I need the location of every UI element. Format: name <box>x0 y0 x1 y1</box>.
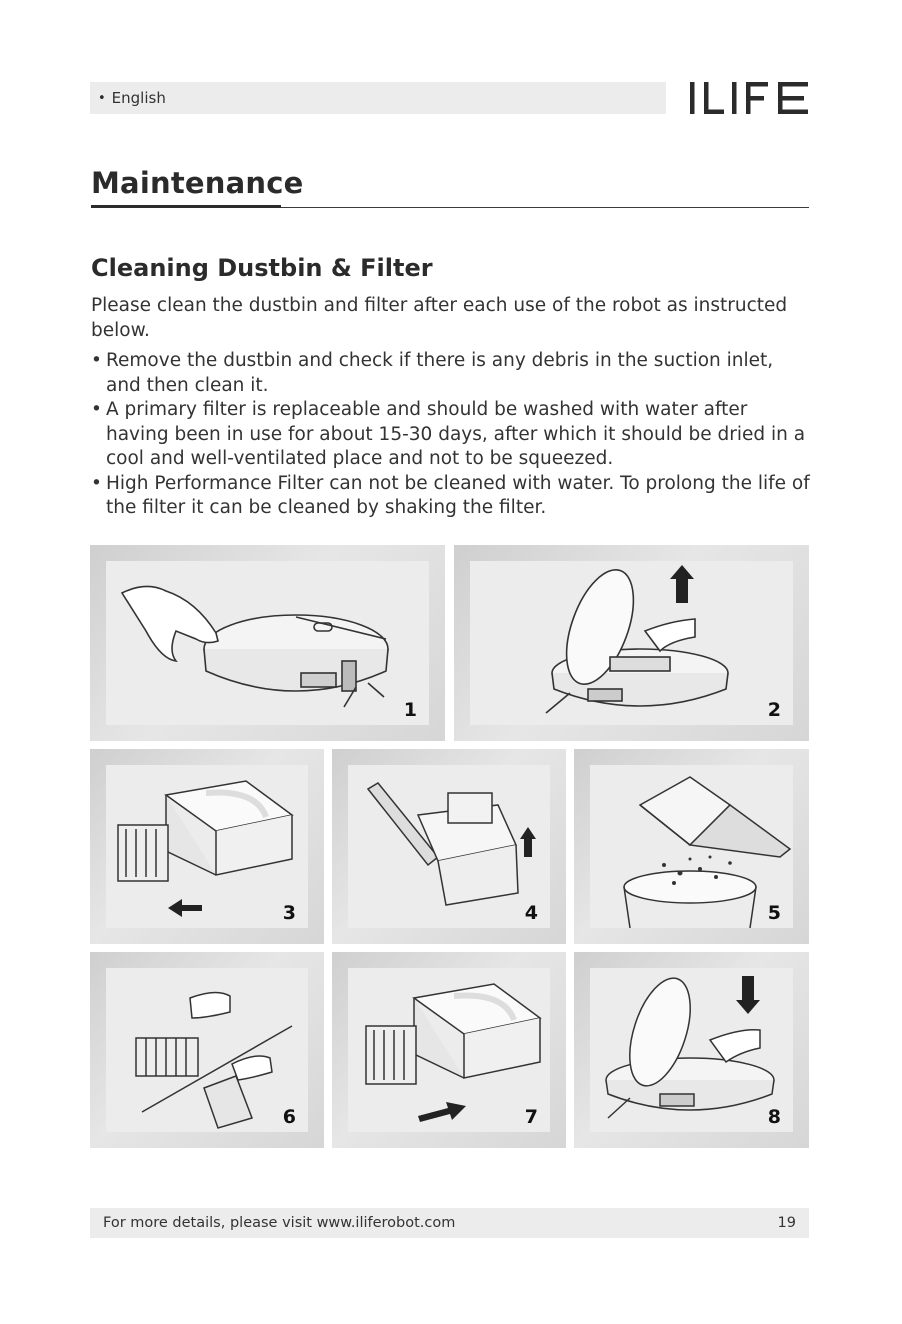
step-number: 1 <box>403 699 417 721</box>
language-bullet: • <box>98 90 106 106</box>
list-bullet: • <box>91 472 102 494</box>
step-number: 2 <box>767 699 781 721</box>
step-number: 7 <box>524 1106 538 1128</box>
step-panel-2 <box>454 545 809 741</box>
brush-clean-icon <box>106 968 308 1132</box>
list-bullet: • <box>91 399 102 420</box>
step-panel-5 <box>574 749 809 944</box>
step-number: 3 <box>282 902 296 924</box>
step-panel-8 <box>574 952 809 1148</box>
list-item <box>91 398 811 472</box>
footer-bar <box>90 1208 809 1238</box>
step-panel-6 <box>90 952 324 1148</box>
lid-open-icon <box>470 561 793 725</box>
page-number: 19 <box>777 1215 796 1231</box>
step-number: 6 <box>282 1106 296 1128</box>
step-panel-1 <box>90 545 445 741</box>
ilife-logo <box>688 78 810 118</box>
language-label: English <box>111 89 166 107</box>
list-bullet: • <box>91 350 102 371</box>
instructions <box>91 294 811 521</box>
list-item <box>91 349 811 398</box>
step-panel-3 <box>90 749 324 944</box>
filter-insert-icon <box>348 968 550 1132</box>
robot-press-icon <box>106 561 429 725</box>
intro-text: Please clean the dustbin and filter after each use of the robot as instructed below. <box>91 295 788 341</box>
list-item-text: High Performance Filter can not be cleaned with water. To prolong the life of the filter it can be cleaned by shaking the filter. <box>106 472 810 518</box>
section-title: Maintenance <box>91 166 304 200</box>
dustbin-open-icon <box>348 765 550 928</box>
dustbin-empty-icon <box>590 765 793 928</box>
step-number: 5 <box>767 902 781 924</box>
step-panel-4 <box>332 749 566 944</box>
step-panel-7 <box>332 952 566 1148</box>
step-number: 4 <box>524 902 538 924</box>
sub-title: Cleaning Dustbin & Filter <box>91 254 433 282</box>
instruction-list <box>91 349 811 521</box>
list-item <box>91 472 811 521</box>
list-item-text: Remove the dustbin and check if there is any debris in the suction inlet, and then clean it. <box>106 350 774 396</box>
title-underline <box>91 205 281 208</box>
filter-remove-icon <box>106 765 308 928</box>
lid-close-icon <box>590 968 793 1132</box>
language-bar <box>90 82 666 114</box>
footer-text: For more details, please visit www.iliferobot.com <box>103 1215 456 1231</box>
list-item-text: A primary filter is replaceable and should be washed with water after having been in use for about 15-30 days, after which it should be dried in a cool and well-ventilated place and not to be squeezed. <box>106 399 806 469</box>
step-number: 8 <box>767 1106 781 1128</box>
